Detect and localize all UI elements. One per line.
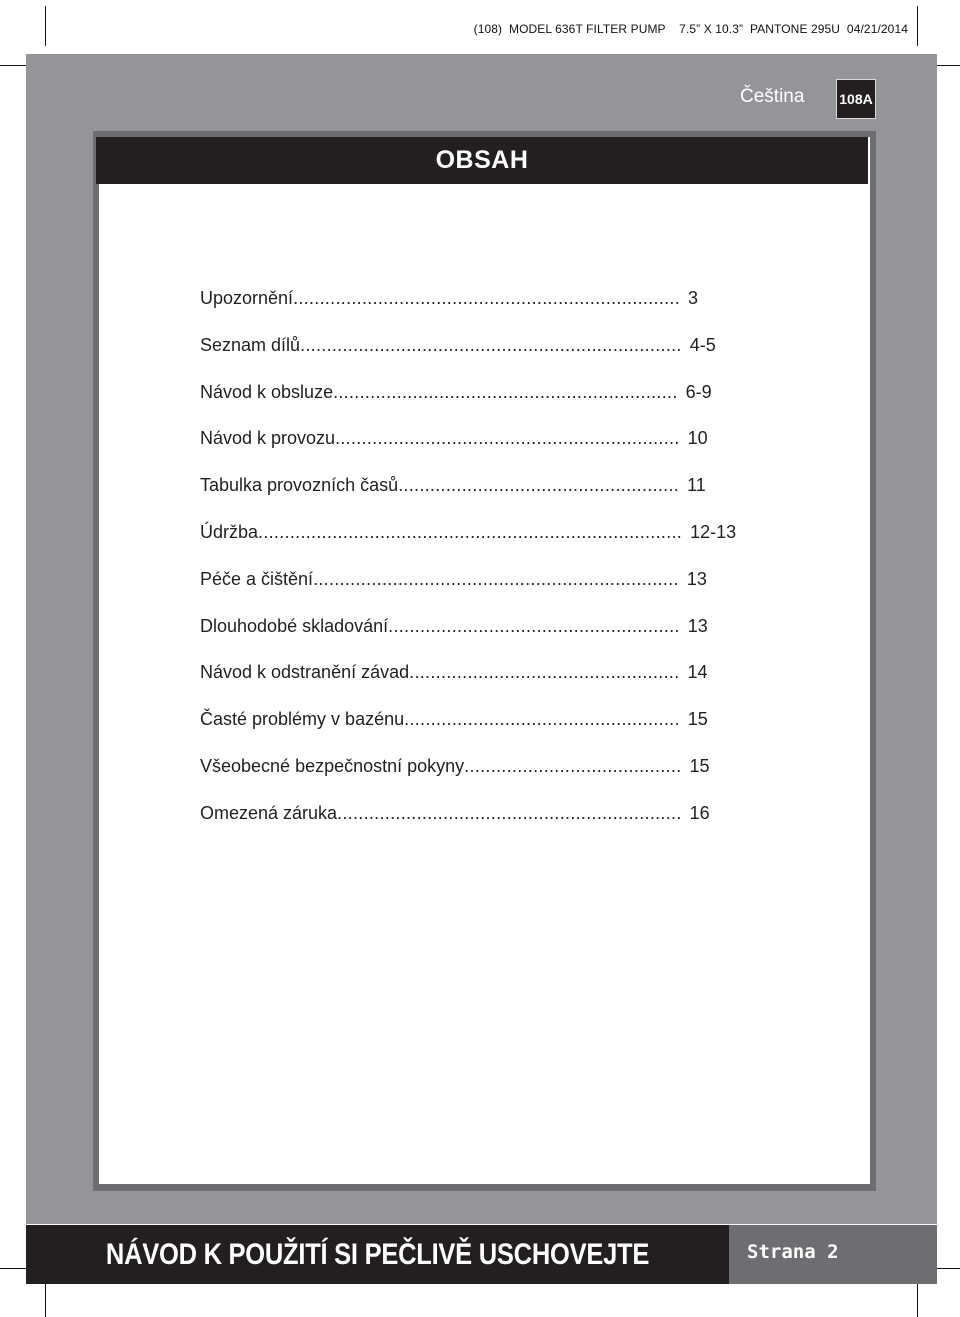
toc-entry	[200, 803, 760, 850]
toc-entry-leader: ...................................................	[409, 662, 680, 683]
toc-entry	[200, 756, 760, 803]
toc-entry	[200, 382, 760, 429]
toc-entry-page: 13	[686, 568, 707, 589]
toc-entry-leader: .........................................	[464, 755, 682, 776]
footer-notice-bar	[26, 1225, 729, 1284]
toc-entry-leader: .......................................................	[388, 615, 680, 636]
toc-entry-page: 12-13	[690, 521, 737, 542]
toc-entry-page: 15	[689, 755, 710, 776]
toc-entry-label: Všeobecné bezpečnostní pokyny	[200, 755, 465, 776]
footer-notice: NÁVOD K POUŽITÍ SI PEČLIVĚ USCHOVEJTE	[105, 1237, 650, 1271]
toc-entry-label: Dlouhodobé skladování	[200, 615, 389, 636]
crop-mark	[917, 1280, 918, 1317]
toc-entry-label: Tabulka provozních časů	[200, 475, 399, 496]
toc-entry	[200, 522, 760, 569]
table-of-contents	[200, 288, 760, 850]
toc-entry-leader: .................................................................	[335, 428, 680, 449]
toc-entry-page: 4-5	[689, 334, 716, 355]
toc-entry-label: Časté problémy v bazénu	[200, 709, 405, 730]
toc-entry-leader: .................................................................	[333, 381, 678, 402]
toc-entry	[200, 335, 760, 382]
toc-entry-page: 14	[687, 662, 708, 683]
toc-entry-page: 6-9	[685, 381, 712, 402]
toc-entry-label: Návod k provozu	[200, 428, 336, 449]
toc-entry-leader: .........................................................................	[293, 288, 681, 308]
crop-mark	[917, 6, 918, 46]
toc-entry-label: Údržba	[200, 521, 259, 542]
toc-entry-leader: ....................................................	[404, 709, 680, 730]
toc-entry	[200, 428, 760, 475]
toc-entry-leader: ........................................................................	[300, 334, 682, 355]
toc-entry	[200, 569, 760, 616]
toc-entry	[200, 662, 760, 709]
toc-entry-label: Návod k obsluze	[200, 381, 334, 402]
toc-entry-label: Péče a čištění	[200, 568, 314, 589]
toc-entry	[200, 475, 760, 522]
print-job-info: (108) MODEL 636T FILTER PUMP 7.5” X 10.3” PANTONE 295U 04/21/2014	[473, 22, 908, 36]
page-number: Strana 2	[747, 1241, 839, 1263]
toc-entry-page: 13	[687, 615, 708, 636]
language-label: Čeština	[740, 86, 805, 107]
toc-entry-page: 10	[687, 428, 708, 449]
toc-entry	[200, 288, 760, 335]
toc-entry-page: 16	[689, 802, 710, 823]
toc-entry-leader: .....................................................	[398, 475, 680, 496]
language-code-badge: 108A	[836, 79, 876, 119]
toc-entry-leader: ................................................................................	[258, 521, 683, 542]
toc-entry-leader: .................................................................	[337, 802, 682, 823]
toc-entry-page: 11	[687, 475, 706, 496]
crop-mark	[45, 1280, 46, 1317]
toc-entry	[200, 709, 760, 756]
toc-entry-label: Seznam dílů	[200, 334, 301, 355]
page-title: OBSAH	[96, 137, 868, 184]
toc-entry-page: 3	[688, 288, 699, 308]
toc-entry-page: 15	[687, 709, 708, 730]
toc-entry-label: Omezená záruka	[200, 802, 338, 823]
toc-entry	[200, 616, 760, 663]
toc-entry-label: Návod k odstranění závad	[200, 662, 410, 683]
toc-entry-label: Upozornění	[200, 288, 294, 308]
footer-page-box	[729, 1225, 937, 1284]
crop-mark	[45, 6, 46, 46]
toc-entry-leader: .....................................................................	[313, 568, 679, 589]
